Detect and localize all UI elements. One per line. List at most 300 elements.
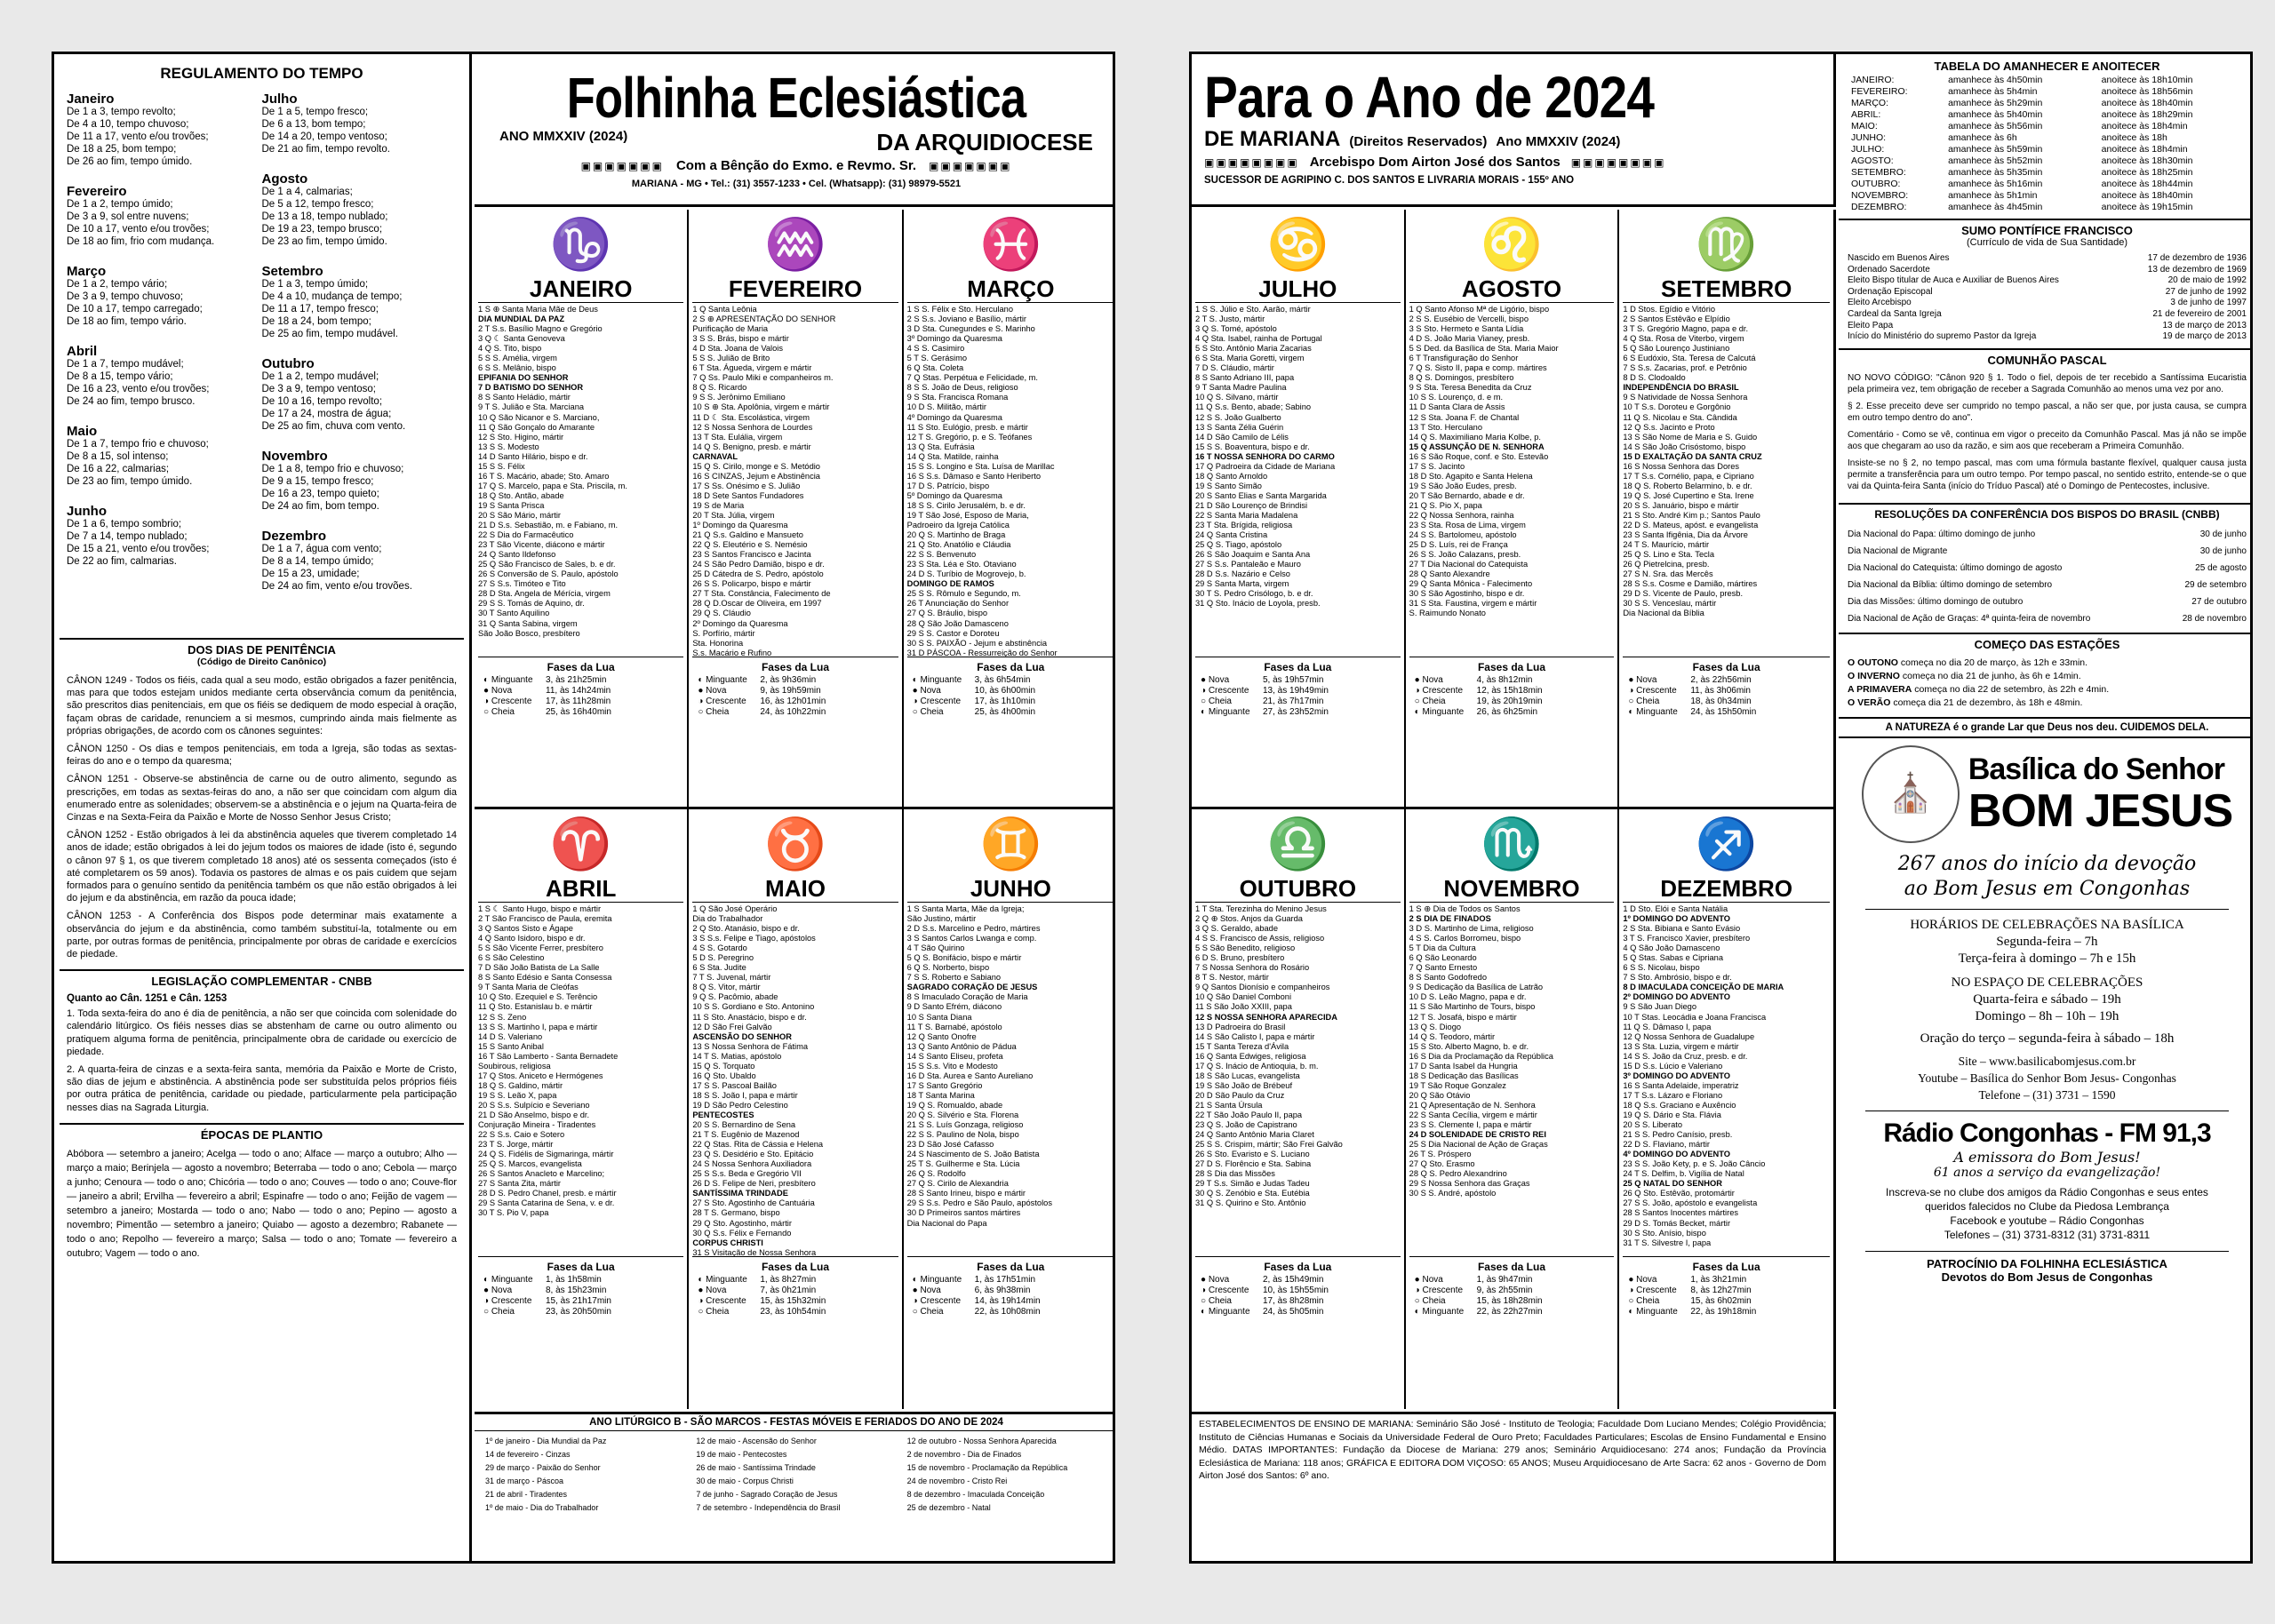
liturgico-item: 12 de maio - Ascensão do Senhor: [696, 1437, 817, 1445]
cnbb-date: 25 de agosto: [2195, 562, 2247, 573]
pontifice-row: [1848, 265, 2247, 276]
regulamento-line: De 10 a 17, vento e/ou trovões;: [67, 224, 210, 235]
moon-phase-icon: ● Nova: [1628, 1275, 1657, 1285]
day-row: 9 S Sta. Teresa Benedita da Cruz: [1409, 383, 1532, 393]
cnbb-event: Dia Nacional do Papa: último domingo de junho: [1848, 529, 2036, 539]
day-row: 3 T S. Gregório Magno, papa e dr.: [1623, 324, 1749, 334]
day-row: 23 Q S. João de Capistrano: [1195, 1120, 1297, 1130]
radio-text: Inscreva-se no clube dos amigos da Rádio Congonhas e seus entes: [1886, 1185, 2208, 1198]
day-row: 26 S S. Policarpo, bispo e mártir: [692, 579, 811, 589]
day-row: 27 S Santa Zita, mártir: [478, 1179, 562, 1189]
moon-phases: [478, 1256, 683, 1319]
moon-row: [698, 707, 892, 718]
day-row: 6 S Eudóxio, Sta. Teresa de Calcutá: [1623, 354, 1756, 363]
day-row: 27 Q Sto. Erasmo: [1409, 1159, 1475, 1169]
moon-phases: [1195, 657, 1401, 720]
fases-title: Fases da Lua: [1692, 1261, 1760, 1273]
day-row: 9 D Santo Efrém, diácono: [906, 1002, 1002, 1012]
fases-title: Fases da Lua: [761, 661, 829, 673]
day-row: 11 Q S.s. Bento, abade; Sabino: [1195, 402, 1312, 412]
moon-row: [1628, 1307, 1824, 1318]
day-row: 30 D Primeiros santos mártires: [906, 1208, 1021, 1218]
day-row: 20 T Sta. Júlia, virgem: [692, 510, 775, 520]
left-page: [52, 52, 1115, 1564]
moon-row: [1628, 686, 1824, 697]
slogan-line2: ao Bom Jesus em Congonhas: [1904, 877, 2191, 900]
day-row: 4 S S. Francisco de Assis, religioso: [1195, 934, 1325, 943]
cnbb-event: Dia Nacional da Bíblia: último domingo de setembro: [1848, 579, 2053, 590]
liturgico-item: 30 de maio - Corpus Christi: [696, 1477, 794, 1485]
legislacao-text: [67, 1007, 457, 1114]
moon-phase-icon: ◑ Crescente: [1201, 686, 1249, 696]
day-row: 30 Q S. Zenóbio e Sta. Eutébia: [1195, 1189, 1310, 1198]
day-row: 17 S Santo Gregório: [906, 1080, 983, 1090]
moon-phase-icon: ◑ Crescente: [483, 697, 532, 706]
amanhecer-cell: JANEIRO:: [1851, 75, 1895, 85]
amanhecer-cell: NOVEMBRO:: [1851, 190, 1909, 201]
legislacao-paragraph: 1. Toda sexta-feira do ano é dia de penitência, a não ser que coincida com solenidade do calendário litúrgico. Os fiéis nesses dias se abstenham de carne ou outro alimento ou pratiquem alguma forma de penitência, principalmente obra de caridade ou exercício de piedade.: [67, 1008, 457, 1057]
day-row: 8 Q S. Vitor, mártir: [692, 983, 761, 992]
day-row: 14 D São Camilo de Lélis: [1195, 432, 1289, 442]
liturgico-strip: [475, 1412, 1115, 1564]
day-row: 28 S S.s. Cosme e Damião, mártires: [1623, 579, 1758, 589]
moon-row: [698, 1286, 892, 1296]
amanhecer-cell: anoitece às 19h15min: [2101, 202, 2193, 212]
moon-phase-icon: ◑ Crescente: [1414, 686, 1464, 696]
day-row: 23 D São José Cafasso: [906, 1140, 994, 1150]
day-row: 13 Q S. Diogo: [1409, 1022, 1462, 1031]
day-row: 22 D S. Flaviano, mártir: [1623, 1140, 1710, 1150]
day-row: 14 T S. Matias, apóstolo: [692, 1051, 782, 1061]
moon-time: 2, às 15h49min: [1263, 1275, 1324, 1285]
day-row: 12 S Nossa Senhora de Lourdes: [692, 422, 813, 432]
day-row: 11 D ☾ Sta. Escolástica, virgem: [692, 412, 810, 422]
day-row: 7 Q Stas. Perpétua e Felicidade, m.: [906, 373, 1038, 383]
day-row: 26 D S. Felipe de Neri, presbítero: [692, 1179, 816, 1189]
amanhecer-cell: amanhece às 5h52min: [1948, 155, 2043, 166]
amanhecer-cell: amanhece às 5h16min: [1948, 179, 2043, 189]
moon-time: 2, às 22h56min: [1690, 675, 1752, 685]
day-row: 5 S Ded. da Basílica de Sta. Maria Maior: [1409, 344, 1559, 354]
day-row: 1 Q São José Operário: [692, 904, 778, 913]
moon-phase-icon: ○ Cheia: [1628, 1296, 1660, 1306]
moon-row: [1415, 1275, 1609, 1286]
day-list: [1406, 904, 1618, 1256]
day-row: 21 D S.s. Sebastião, m. e Fabiano, m.: [478, 521, 619, 530]
day-row: 18 D Sete Santos Fundadores: [692, 490, 804, 500]
day-row: 29 T S.s. Simão e Judas Tadeu: [1195, 1179, 1310, 1189]
amanhecer-cell: anoitece às 18h10min: [2101, 75, 2193, 85]
moon-time: 24, às 15h50min: [1690, 707, 1757, 717]
day-row: 15 S S. Félix: [478, 461, 525, 471]
day-row: 13 S S. Modesto: [478, 442, 539, 451]
day-row: 3 S Santos Carlos Lwanga e comp.: [906, 934, 1037, 943]
day-row: 16 Q Santa Edwiges, religiosa: [1195, 1051, 1306, 1061]
moon-time: 10, às 15h55min: [1263, 1286, 1329, 1295]
moon-phase-icon: ◐ Minguante: [1201, 707, 1250, 717]
day-row: 26 T Anunciação do Senhor: [906, 599, 1010, 609]
day-row: 28 T S. Germano, bispo: [692, 1208, 780, 1218]
sucessor-line: SUCESSOR DE AGRIPINO C. DOS SANTOS E LIVRARIA MORAIS - 155º ANO: [1204, 175, 1575, 186]
moon-time: 9, às 2h55min: [1476, 1286, 1533, 1295]
day-row: 8 S Imaculado Coração de Maria: [906, 992, 1028, 1002]
regulamento-line: De 23 ao fim, tempo úmido.: [67, 476, 193, 487]
day-row: 10 D S. Leão Magno, papa e dr.: [1409, 992, 1527, 1002]
day-row: 23 S S. João Kety, p. e S. João Câncio: [1623, 1159, 1766, 1169]
day-row: 18 D Sto. Agapito e Santa Helena: [1409, 471, 1533, 481]
regulamento-line: De 8 a 15, tempo vário;: [67, 371, 173, 382]
day-row: 10 Q São Daniel Comboni: [1195, 992, 1292, 1002]
day-row: 24 S Nossa Senhora Auxiliadora: [692, 1159, 812, 1169]
moon-row: [1415, 686, 1609, 697]
day-row: 28 D S. Pedro Chanel, presb. e mártir: [478, 1189, 617, 1198]
day-row: 23 T Sta. Brígida, religiosa: [1195, 521, 1293, 530]
day-row: 18 Q Sto. Antão, abade: [478, 490, 564, 500]
moon-phases: [1409, 657, 1615, 720]
day-row: 13 S S. Martinho I, papa e mártir: [478, 1022, 598, 1031]
day-list: [1619, 904, 1833, 1256]
moon-row: [1415, 697, 1609, 707]
moon-phases: [692, 1256, 898, 1319]
day-row: 4 D Sta. Joana de Valois: [692, 344, 783, 354]
day-row: 19 T São Roque Gonzalez: [1409, 1080, 1506, 1090]
ornament-icon: ▣▣▣▣▣▣▣▣: [1570, 155, 1666, 169]
day-row: 9 T Santa Madre Paulina: [1195, 383, 1287, 393]
amanhecer-row: [1848, 86, 2247, 98]
day-row: 14 D Santo Hilário, bispo e dr.: [478, 451, 588, 461]
day-row: 22 S S. Benvenuto: [906, 550, 977, 560]
day-row: 25 D S. Luís, rei de França: [1409, 540, 1508, 550]
day-row: 2 D S.s. Marcelino e Pedro, mártires: [906, 924, 1041, 934]
day-row: 17 D S. Patrício, bispo: [906, 481, 990, 490]
day-row: 1 S S. Félix e Sto. Herculano: [906, 305, 1014, 314]
ornament-icon: ▣▣▣▣▣▣▣: [929, 159, 1012, 172]
day-row: 21 Q Apresentação de N. Senhora: [1409, 1100, 1536, 1110]
day-row: 31 T S. Silvestre I, papa: [1623, 1238, 1712, 1247]
day-row: 24 T S. Delfim, b. Vigília de Natal: [1623, 1169, 1744, 1179]
day-row: 4 D S. João Maria Vianey, presb.: [1409, 334, 1530, 344]
amanhecer-row: [1848, 109, 2247, 121]
moon-row: [1628, 675, 1824, 686]
moon-time: 23, às 20h50min: [546, 1307, 611, 1317]
day-row: 16 Q Sto. Ubaldo: [692, 1071, 756, 1080]
day-row: 13 Q Santo Antônio de Pádua: [906, 1041, 1017, 1051]
amanhecer-cell: amanhece às 5h56min: [1948, 121, 2043, 131]
day-row: 15 Q ASSUNÇÃO DE N. SENHORA: [1409, 442, 1545, 451]
month-name: JUNHO: [907, 875, 1114, 903]
ano-label: Ano MMXXIV (2024): [1496, 134, 1621, 149]
cnbb-row: [1848, 593, 2247, 610]
amanhecer-cell: anoitece às 18h40min: [2101, 98, 2193, 108]
ornament-icon: ▣▣▣▣▣▣▣▣: [1204, 155, 1299, 169]
day-row: 9 S S. Jerônimo Emiliano: [692, 393, 786, 402]
day-row: INDEPENDÊNCIA DO BRASIL: [1623, 383, 1739, 393]
day-row: 21 D São Lourenço de Brindisi: [1195, 500, 1308, 510]
regulamento-title: REGULAMENTO DO TEMPO: [160, 65, 363, 82]
regulamento-line: De 18 a 25, bom tempo;: [67, 144, 177, 155]
legislacao-paragraph: 2. A quarta-feira de cinzas e a sexta-feira santa, memória da Paixão e Morte de Cristo, são dias de jejum e abstinência. A abstinência pode ser substituída pelos próprios fiéis por outra prática de penitência, caridade ou piedade, particularmente pela participação nesses dias na Sagrada Liturgia.: [67, 1064, 457, 1113]
day-row: 14 D S. Valeriano: [478, 1031, 543, 1041]
day-row: 16 S Dia da Proclamação da República: [1409, 1051, 1553, 1061]
regulamento-line: De 11 a 17, vento e/ou trovões;: [67, 131, 209, 142]
day-row: 10 S S. Gordiano e Sto. Antonino: [692, 1002, 815, 1012]
day-row: 11 Q S. Nicolau e Sta. Cândida: [1623, 412, 1737, 422]
cnbb-event: Dia Nacional de Migrante: [1848, 545, 1948, 556]
estacao-date: começa no dia 21 de junho, às 6h e 14min.: [1902, 670, 2081, 681]
moon-phase-icon: ● Nova: [1201, 1275, 1230, 1285]
moon-time: 24, às 5h05min: [1263, 1307, 1324, 1317]
month-cell: [1619, 210, 1833, 809]
day-row: 26 S São Joaquim e Santa Ana: [1195, 550, 1311, 560]
day-row: 13 D Padroeira do Brasil: [1195, 1022, 1286, 1031]
site-link[interactable]: Site – www.basilicabomjesus.com.br: [1958, 1054, 2136, 1068]
day-row: 22 S S.s. Caio e Sotero: [478, 1130, 565, 1140]
day-row: 12 S S. Zeno: [478, 1012, 527, 1022]
moon-phase-icon: ○ Cheia: [1628, 697, 1660, 706]
day-row: 12 S S. João Gualberto: [1195, 412, 1281, 422]
day-row: 23 T São Vicente, diácono e mártir: [478, 540, 605, 550]
day-row: 28 D Sta. Angela de Mérícia, virgem: [478, 589, 611, 599]
day-row: 12 S Sto. Higino, mártir: [478, 432, 564, 442]
amanhecer-row: [1848, 75, 2247, 86]
day-row: 12 S NOSSA SENHORA APARECIDA: [1195, 1012, 1337, 1022]
day-row: 17 Q S. Inácio de Antioquia, b. m.: [1195, 1061, 1319, 1071]
day-row: 4 S S. Gotardo: [692, 943, 747, 953]
day-row: 7 D S. Cláudio, mártir: [1195, 363, 1274, 373]
day-row: 24 Q Santa Cristina: [1195, 530, 1268, 540]
day-row: 8 D S. Clodoaldo: [1623, 373, 1686, 383]
day-row: 17 T S.s. Lázaro e Floriano: [1623, 1090, 1723, 1100]
regulamento-line: De 24 ao fim, tempo brusco.: [67, 396, 196, 407]
day-row: 11 S São Martinho de Tours, bispo: [1409, 1002, 1536, 1012]
liturgico-col: [480, 1435, 690, 1515]
day-row: 14 Q S. Maximiliano Maria Kolbe, p.: [1409, 432, 1541, 442]
day-list: [689, 305, 901, 657]
moon-time: 2, às 9h36min: [760, 675, 817, 685]
plantio-text: Abóbora — setembro a janeiro; Acelga — todo o ano; Alface — março a outubro; Alho — março a maio; Berinjela — agosto a novembro; Beterraba — todo o ano; Cebola — março a junho; Cenoura — todo o ano; Chicória — todo o ano; Couves — todo o ano; Couve-flor — janeiro a abril; Ervilha — fevereiro a abril; Espinafre — todo o ano; Feijão de vagem — setembro a janeiro; Mostarda — todo o ano; Nabo — todo o ano; Pepino — agosto a novembro; Pimentão — setembro a janeiro; Quiabo — agosto a dezembro; Rabanete — todo o ano; Repolho — fevereiro a março; Salsa — todo o ano; Tomate — fevereiro a outubro; Vagem — todo o ano.: [67, 1148, 458, 1259]
day-row: 9 T S. Julião e Sta. Marciana: [478, 402, 585, 412]
moon-time: 15, às 18h28min: [1476, 1296, 1543, 1306]
canon-paragraph: CÂNON 1250 - Os dias e tempos penitenciais, em toda a Igreja, são todas as sextas-feiras do ano e o tempo da quaresma;: [67, 744, 457, 768]
moon-row: [1201, 1275, 1395, 1286]
day-row: 4 Q Sta. Rosa de Viterbo, virgem: [1623, 334, 1744, 344]
horario-item: Segunda-feira – 7h: [1996, 934, 2098, 949]
liturgico-title: ANO LITÚRGICO B - SÃO MARCOS - FESTAS MÓVEIS E FERIADOS DO ANO DE 2024: [475, 1414, 1115, 1431]
regulamento-line: De 1 a 3, tempo revolto;: [67, 107, 176, 117]
day-row: 10 D S. Militão, mártir: [906, 402, 987, 412]
moon-phase-icon: ● Nova: [1201, 675, 1230, 685]
day-row: 21 D São Anselmo, bispo e dr.: [478, 1110, 590, 1119]
canon-paragraph: CÂNON 1251 - Observe-se abstinência de carne ou de outro alimento, segundo as prescrições, em todas as sextas-feiras do ano, a não ser que coincidam com algum dia enumerado entre as solenidades; observem-se a abstinência e o jejum na Quarta-feira de Cinzas e na Sexta-Feira da Paixão e Morte de Nosso Senhor Jesus Cristo;: [67, 774, 457, 824]
moon-phase-icon: ◑ Crescente: [698, 1296, 746, 1306]
liturgico-item: 25 de dezembro - Natal: [906, 1503, 991, 1512]
day-row: 17 T S.s. Cornélio, papa, e Cipriano: [1623, 471, 1754, 481]
day-row: 3 S Sto. Hermeto e Santa Lídia: [1409, 324, 1524, 334]
day-row: 12 D São Frei Galvão: [692, 1022, 772, 1031]
amanhecer-row: [1848, 155, 2247, 167]
ano-label: ANO MMXXIV (2024): [499, 129, 628, 144]
estacao-name: O OUTONO: [1848, 657, 1898, 668]
amanhecer-row: [1848, 98, 2247, 109]
amanhecer-cell: MAIO:: [1851, 121, 1878, 131]
day-row: 22 Q Stas. Rita de Cássia e Helena: [692, 1140, 824, 1150]
moon-row: [698, 1307, 892, 1318]
day-row: 24 T S. Maurício, mártir: [1623, 540, 1710, 550]
day-list: [904, 904, 1115, 1256]
day-row: 6 Q São Leonardo: [1409, 953, 1477, 963]
cnbb-row: [1848, 526, 2247, 543]
regulamento-month: Dezembro: [261, 529, 327, 544]
regulamento-month: Fevereiro: [67, 184, 127, 199]
pontifice-row: [1848, 321, 2247, 332]
day-row: 27 T Dia Nacional do Catequista: [1409, 560, 1529, 569]
regulamento-line: De 1 a 8, tempo frio e chuvoso;: [261, 464, 404, 474]
liturgico-item: 19 de maio - Pentecostes: [696, 1450, 787, 1459]
day-row: 17 Q S. Marcelo, papa e Sta. Priscila, m.: [478, 481, 627, 490]
pontifice-event: Eleito Bispo titular de Auca e Auxiliar de Buenos Aires: [1848, 275, 2059, 286]
pontifice-event: Cardeal da Santa Igreja: [1848, 308, 1942, 319]
day-row: 26 S Conversão de S. Paulo, apóstolo: [478, 569, 619, 579]
moon-phases: [1195, 1256, 1401, 1319]
day-list: [689, 904, 901, 1256]
moon-phase-icon: ◑ Crescente: [1414, 1286, 1464, 1295]
cnbb-event: Dia Nacional de Ação de Graças: 4ª quinta-feira de novembro: [1848, 613, 2091, 624]
day-row: 31 Q Santa Sabina, virgem: [478, 618, 578, 628]
day-row: 7 S Nossa Senhora do Rosário: [1195, 963, 1310, 973]
day-row: 28 Q S. Pedro Alexandrino: [1409, 1169, 1507, 1179]
regulamento-line: De 18 a 24, bom tempo;: [261, 316, 371, 327]
horario-item: Terça-feira à domingo – 7h e 15h: [1958, 951, 2136, 966]
amanhecer-row: [1848, 190, 2247, 202]
day-row: 24 S S. Bartolomeu, apóstolo: [1409, 530, 1517, 540]
cnbb-row: [1848, 577, 2247, 593]
penitencia-subtitle: (Código de Direito Canônico): [196, 657, 327, 667]
regulamento-line: De 4 a 10, mudança de tempo;: [261, 291, 403, 302]
regulamento-line: De 6 a 13, bom tempo;: [261, 119, 366, 130]
month-cell: [904, 809, 1115, 1409]
cnbb-section: [1839, 505, 2253, 631]
day-row: São Justino, mártir: [906, 914, 977, 924]
comunhao-paragraph: Insiste-se no § 2, no tempo pascal, mas com uma fórmula bastante flexível, qualquer causa justa permite a transferência para um outro tempo. Por tempo pascal, no sentido estrito, entende-se o que vai da Quinta-feira Santa (início do Tríduo Pascal) até o Domingo de Pentecostes, inclusive.: [1848, 458, 2247, 491]
amanhecer-cell: MARÇO:: [1851, 98, 1888, 108]
moon-row: [483, 697, 678, 707]
day-row: Dia Nacional da Bíblia: [1623, 609, 1704, 618]
day-row: 3º DOMINGO DO ADVENTO: [1623, 1071, 1730, 1080]
day-row: 13 Q Sta. Eufrásia: [906, 442, 975, 451]
day-row: 13 S São Nome de Maria e S. Guido: [1623, 432, 1758, 442]
plantio-title: ÉPOCAS DE PLANTIO: [200, 1127, 323, 1142]
day-row: 29 Q S. Cláudio: [692, 609, 751, 618]
legislacao-section: [54, 971, 469, 1123]
day-row: 17 S S. Jacinto: [1409, 461, 1465, 471]
day-row: 13 T Sta. Eulália, virgem: [692, 432, 783, 442]
day-row: 29 S Santa Catarina de Sena, v. e dr.: [478, 1198, 615, 1208]
day-row: 5 S S. Julião de Brito: [692, 354, 770, 363]
day-row: SAGRADO CORAÇÃO DE JESUS: [906, 983, 1038, 992]
moon-phase-icon: ○ Cheia: [698, 707, 730, 717]
amanhecer-cell: amanhece às 4h50min: [1948, 75, 2043, 85]
telefone-line: Telefone – (31) 3731 – 1590: [1978, 1087, 2116, 1102]
comunhao-paragraph: NO NOVO CÓDIGO: "Cânon 920 § 1. Todo o fiel, depois de ter recebido a Santíssima Eucaristia pela primeira vez, tem obrigação de receber a Sagrada Comunhão ao menos uma vez por ano.: [1848, 372, 2247, 394]
day-row: 27 S Sto. Agostinho de Cantuária: [692, 1198, 815, 1208]
regulamento-line: De 1 a 4, calmarias;: [261, 187, 353, 197]
moon-row: [1201, 686, 1395, 697]
day-row: 29 Q Santa Mônica - Falecimento: [1409, 579, 1533, 589]
day-row: 4 Q S. Tito, bispo: [478, 344, 542, 354]
day-row: 23 S Sta. Léa e Sto. Otaviano: [906, 560, 1017, 569]
horarios-title: HORÁRIOS DE CELEBRAÇÕES NA BASÍLICA: [1910, 917, 2184, 932]
month-name: OUTUBRO: [1195, 875, 1401, 903]
pontifice-title: SUMO PONTÍFICE FRANCISCO: [1961, 224, 2133, 237]
pontifice-date: 13 de dezembro de 1969: [2147, 264, 2247, 275]
moon-time: 6, às 9h38min: [974, 1286, 1031, 1295]
moon-phase-icon: ○ Cheia: [698, 1307, 730, 1317]
day-row: 27 Q S. Cirilo de Alexandria: [906, 1179, 1009, 1189]
day-row: 7 Q S. Sisto II, papa e comp. mártires: [1409, 363, 1547, 373]
day-row: 22 T São João Paulo II, papa: [1195, 1110, 1303, 1119]
arcebispo-line: Arcebispo Dom Airton José dos Santos: [1309, 155, 1561, 170]
regulamento-month: Novembro: [261, 449, 328, 464]
day-row: 16 T NOSSA SENHORA DO CARMO: [1195, 451, 1335, 461]
moon-time: 14, às 19h14min: [974, 1296, 1041, 1306]
day-row: 31 D PÁSCOA - Ressurreição do Senhor: [906, 648, 1058, 657]
moon-row: [698, 675, 892, 686]
day-row: 22 D S. Mateus, apóst. e evangelista: [1623, 521, 1759, 530]
day-row: Dia do Trabalhador: [692, 914, 763, 924]
day-row: 1 S Santa Marta, Mãe da Igreja;: [906, 904, 1025, 913]
day-row: 9 S Natividade de Nossa Senhora: [1623, 393, 1748, 402]
day-row: 2º Domingo da Quaresma: [692, 618, 788, 628]
comunhao-section: [1839, 350, 2253, 501]
moon-row: [1628, 1296, 1824, 1307]
pontifice-row: [1848, 298, 2247, 309]
moon-row: [1201, 707, 1395, 718]
day-row: 1 S S. Júlio e Sto. Aarão, mártir: [1195, 305, 1311, 314]
moon-time: 1, às 17h51min: [974, 1275, 1036, 1285]
estacao-name: O VERÃO: [1848, 697, 1891, 708]
amanhecer-cell: amanhece às 5h4min: [1948, 86, 2038, 97]
day-row: 6 Q Sta. Coleta: [906, 363, 964, 373]
moon-phases: [1409, 1256, 1615, 1319]
day-row: 3 T S. Francisco Xavier, presbítero: [1623, 934, 1751, 943]
day-row: 16 S São Roque, conf. e Sto. Estevão: [1409, 451, 1549, 461]
day-row: 15 S S. Longino e Sta. Luísa de Marillac: [906, 461, 1055, 471]
day-row: PENTECOSTES: [692, 1110, 754, 1119]
moon-time: 16, às 12h01min: [760, 697, 826, 706]
day-row: 20 S S.s. Sulpício e Severiano: [478, 1100, 590, 1110]
moon-time: 15, às 6h02min: [1690, 1296, 1752, 1306]
day-row: 23 S Sta. Rosa de Lima, virgem: [1409, 521, 1526, 530]
moon-time: 25, às 16h40min: [546, 707, 611, 717]
moon-phase-icon: ○ Cheia: [912, 1307, 944, 1317]
regulamento-month: Março: [67, 264, 107, 279]
day-row: 24 D S. Turíbio de Mogrovejo, b.: [906, 569, 1026, 579]
month-cell: [904, 210, 1115, 809]
regulamento-month: Maio: [67, 424, 98, 439]
liturgico-item: 24 de novembro - Cristo Rei: [906, 1477, 1008, 1485]
day-row: 25 Q NATAL DO SENHOR: [1623, 1179, 1722, 1189]
day-row: 31 Q Sto. Inácio de Loyola, presb.: [1195, 599, 1321, 609]
day-row: 9 S Dedicação da Basílica de Latrão: [1409, 983, 1544, 992]
moon-row: [1415, 707, 1609, 718]
day-row: 9 S Sta. Francisca Romana: [906, 393, 1009, 402]
basilica-name: Basílica do Senhor: [1968, 752, 2224, 787]
moon-phase-icon: ○ Cheia: [483, 1307, 515, 1317]
day-row: 20 S S. Liberato: [1623, 1120, 1682, 1130]
pontifice-event: Ordenação Episcopal: [1848, 286, 1933, 297]
folhinha-title: Folhinha Eclesiástica: [566, 66, 1026, 130]
moon-row: [913, 675, 1109, 686]
